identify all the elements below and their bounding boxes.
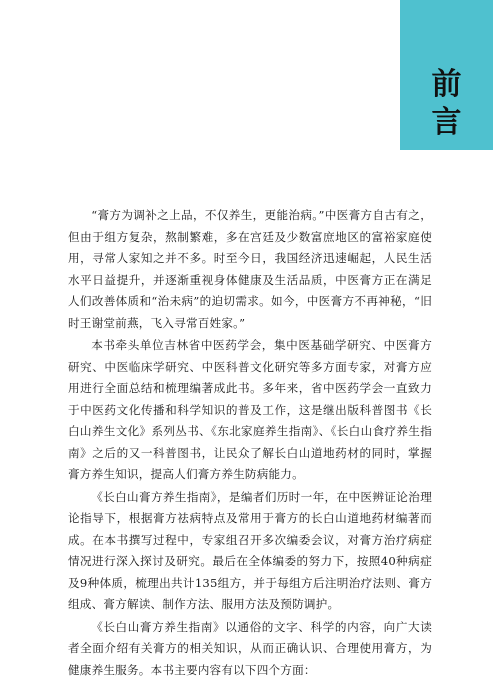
paragraph-1: “膏方为调补之上品，不仅养生，更能治病。”中医膏方自古有之，但由于组方复杂，熬制繁难，多在宫廷及少数富庶地区的富裕家庭使用，寻常人家知之并不多。时至今日，我国经济迅速崛起，人民生活水平日益提升，并逐渐重视身体健康及生活品质，中医膏方正在满足人们改善体质和“治未病”的迫切需求。如今，中医膏方不再神秘，“旧时王谢堂前燕，飞入寻常百姓家。” <box>68 208 432 330</box>
preface-body <box>68 205 432 682</box>
paragraph-3: 《长白山膏方养生指南》，是编者们历时一年，在中医辨证论治理论指导下，根据膏方祛病特点及常用于膏方的长白山道地药材编著而成。在本书撰写过程中，专家组召开多次编委会议，对膏方治疗病症情况进行深入探讨及研究。最后在全体编委的努力下，按照40种病症及9种体质，梳理出共计135组方，并于每组方后注明治疗法则、膏方组成、膏方解读、制作方法、服用方法及预防调护。 <box>68 489 432 611</box>
paragraph-2: 本书牵头单位吉林省中医药学会，集中医基础学研究、中医膏方研究、中医临床学研究、中医科普文化研究等多方面专家，对膏方应用进行全面总结和梳理编著成此书。多年来，省中医药学会一直致力于中医药文化传播和科学知识的普及工作，这是继出版科普图书《长白山养生文化》系列丛书、《东北家庭养生指南》、《长白山食疗养生指南》之后的又一科普图书，让民众了解长白山道地药材的同时，掌握膏方养生知识，提高人们膏方养生防病能力。 <box>68 338 432 481</box>
chapter-title-tab <box>400 0 493 150</box>
chapter-title-char-1: 前 <box>431 67 462 102</box>
paragraph-4: 《长白山膏方养生指南》以通俗的文字、科学的内容，向广大读者全面介绍有关膏方的相关知识，从而正确认识、合理使用膏方，为健康养生服务。本书主要内容有以下四个方面： <box>68 619 432 677</box>
chapter-title-char-2: 言 <box>431 105 462 140</box>
